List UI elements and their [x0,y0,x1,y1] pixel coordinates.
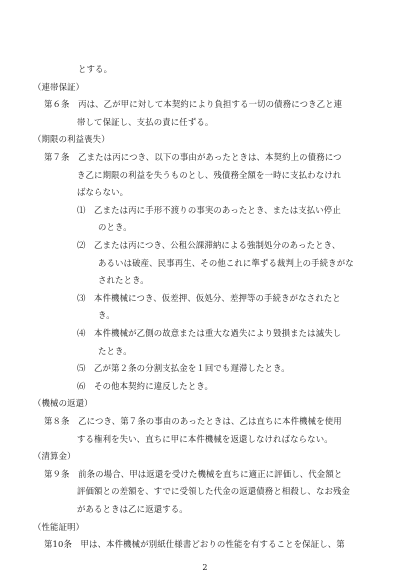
text-line: があるときは乙に返還する。 [77,504,188,514]
text-line: 評価額との差額を、すでに受領した代金の返還債務と相殺し、なお残金 [77,486,351,497]
section-heading: （性能証明） [33,521,85,532]
section-heading: （機械の返還） [33,398,93,409]
list-item: ⑴ 乙または丙に手形不渡りの事実のあったとき、または支払い停止 [77,204,341,215]
text-line: されたとき。 [98,275,149,286]
list-item: ⑹ その他本契約に違反したとき。 [77,380,214,391]
article-9-line: 第９条 前条の場合、甲は返還を受けた機械を直ちに適正に評価し、代金額と [44,468,343,479]
text-line: する権利を失い、直ちに甲に本件機械を返還しなければならない。 [77,433,333,444]
text-line: き。 [98,310,115,321]
text-line: あるいは破産、民事再生、その他これに準ずる裁判上の手続きがな [98,257,354,268]
section-heading: （連帯保証） [33,81,85,92]
article-10-line: 第10条 甲は、本件機械が別紙仕様書どおりの性能を有することを保証し、第 [44,539,345,550]
text-line: 帯して保証し、支払の責に任ずる。 [77,116,214,127]
text-line: たとき。 [98,345,132,356]
list-item: ⑵ 乙または丙につき、公租公課滞納による強制処分のあったとき、 [77,240,341,250]
text-line: き乙に期限の利益を失うものとし、残債務全額を一時に支払わなけれ [77,169,342,180]
article-8-line: 第８条 乙につき、第７条の事由のあったときは、乙は直ちに本件機械を使用 [44,416,342,426]
list-item: ⑸ 乙が第２条の分割支払金を１回でも遅滞したとき。 [77,363,290,374]
text-line: ばならない。 [77,187,129,198]
list-item: ⑶ 本件機械につき、仮差押、仮処分、差押等の手続きがなされたと [77,292,341,303]
article-6-line: 第６条 丙は、乙が甲に対して本契約により負担する一切の債務につき乙と連 [44,99,343,110]
text-line: とする。 [78,64,113,74]
list-item: ⑷ 本件機械が乙側の故意または重大な過失により毀損または滅失し [77,328,342,338]
section-heading: （清算金） [33,451,76,462]
article-7-line: 第７条 乙または丙につき、以下の事由があったときは、本契約上の債務につ [44,152,342,162]
section-heading: （期限の利益喪失） [33,134,110,145]
page-number: 2 [202,563,208,572]
text-line: のとき。 [98,222,132,233]
